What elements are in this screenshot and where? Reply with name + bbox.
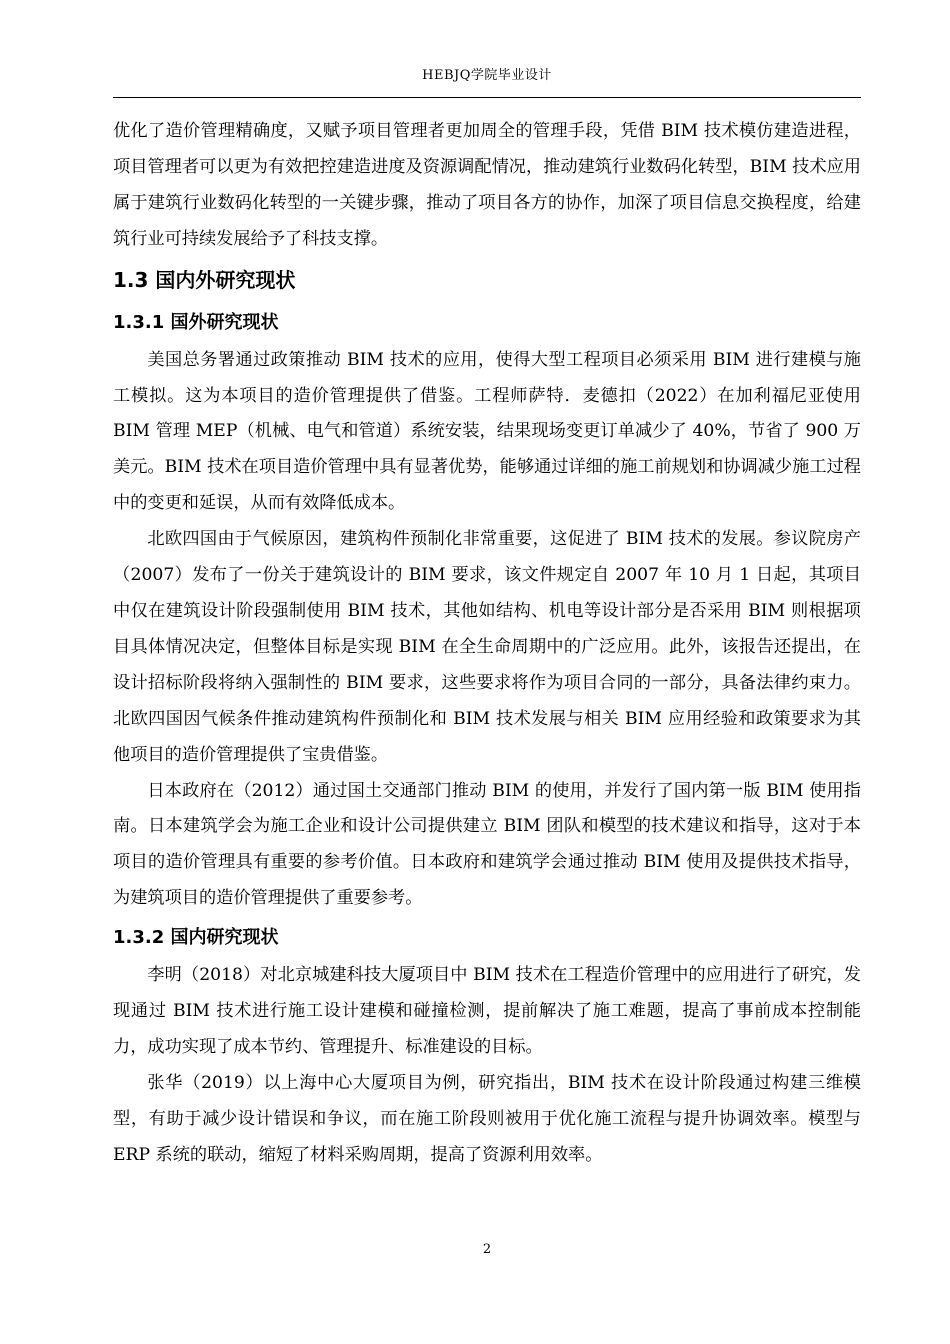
- paragraph-nordic: 北欧四国由于气候原因，建筑构件预制化非常重要，这促进了 BIM 技术的发展。参议院房产（2007）发布了一份关于建筑设计的 BIM 要求，该文件规定自 2007 年 10 月 1 日起，其项目中仅在建筑设计阶段强制使用 BIM 技术，其他如结构、机电等设计部分是否采用 BIM 则根据项目具体情况决定，但整体目标是实现 BIM 在全生命周期中的广泛应用。此外，该报告还提出，在设计招标阶段将纳入强制性的 BIM 要求，这些要求将作为项目合同的一部分，具备法律约束力。北欧四国因气候条件推动建筑构件预制化和 BIM 技术发展与相关 BIM 应用经验和政策要求为其他项目的造价管理提供了宝贵借鉴。: [113, 529, 861, 765]
- section-heading-1-3-2: 1.3.2 国内研究现状: [113, 927, 279, 949]
- paragraph-japan: 日本政府在（2012）通过国土交通部门推动 BIM 的使用，并发行了国内第一版 BIM 使用指南。日本建筑学会为施工企业和设计公司提供建立 BIM 团队和模型的技术建议和指导，这对于本项目的造价管理具有重要的参考价值。日本政府和建筑学会通过推动 BIM 使用及提供技术指导，为建筑项目的造价管理提供了重要参考。: [113, 780, 861, 909]
- paragraph-usa: 美国总务署通过政策推动 BIM 技术的应用，使得大型工程项目必须采用 BIM 进行建模与施工模拟。这为本项目的造价管理提供了借鉴。工程师萨特．麦德扣（2022）在加利福尼亚使用 BIM 管理 MEP（机械、电气和管道）系统安装，结果现场变更订单减少了 40%，节省了 900 万美元。BIM 技术在项目造价管理中具有显著优势，能够通过详细的施工前规划和协调减少施工过程中的变更和延误，从而有效降低成本。: [113, 349, 861, 514]
- paragraph-intro-continued: 优化了造价管理精确度，又赋予项目管理者更加周全的管理手段，凭借 BIM 技术模仿建造进程，项目管理者可以更为有效把控建造进度及资源调配情况，推动建筑行业数码化转型，BIM 技术应用属于建筑行业数码化转型的一关键步骤，推动了项目各方的协作，加深了项目信息交换程度，给建筑行业可持续发展给予了科技支撑。: [113, 121, 861, 249]
- paragraph-zhanghua: 张华（2019）以上海中心大厦项目为例，研究指出，BIM 技术在设计阶段通过构建三维模型，有助于减少设计错误和争议，而在施工阶段则被用于优化施工流程与提升协调效率。模型与 ERP 系统的联动，缩短了材料采购周期，提高了资源利用效率。: [113, 1072, 861, 1165]
- header-rule: [113, 97, 861, 98]
- running-header: HEBJQ学院毕业设计: [422, 68, 552, 83]
- paragraph-liming: 李明（2018）对北京城建科技大厦项目中 BIM 技术在工程造价管理中的应用进行了研究，发现通过 BIM 技术进行施工设计建模和碰撞检测，提前解决了施工难题，提高了事前成本控制能力，成功实现了成本节约、管理提升、标准建设的目标。: [113, 965, 861, 1057]
- page-number: 2: [482, 1242, 492, 1257]
- section-heading-1-3: 1.3 国内外研究现状: [113, 267, 296, 292]
- section-heading-1-3-1: 1.3.1 国外研究现状: [113, 311, 279, 333]
- page-body: [113, 114, 861, 1174]
